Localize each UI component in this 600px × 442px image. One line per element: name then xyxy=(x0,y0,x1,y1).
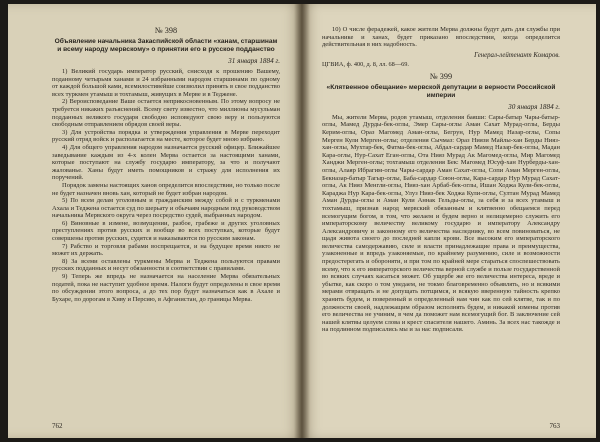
page-number: 762 xyxy=(52,422,63,430)
paragraph: 5) По всем делам уголовным и гражданским между собой и с туркменами Ахала и Теджена остается суд по шерьату и обычаям народным под руководством начальника Мервского округа через посредство судей, выбранных народом. xyxy=(52,197,280,220)
paragraph: Порядок замены настоящих ханов определится впоследствии, но только после не будет назначен вновь хан, который не будет избран народом. xyxy=(52,181,280,197)
paragraph: 2) Вероисповедание Ваше остается неприкосновенным. По этому вопросу не требуется никаких разъяснений. Всему свету известно, что миллионы мусульман подданных великого государя свободно исповедуют свою веру и пользуются свободным отправлением обрядов своей веры. xyxy=(52,98,280,129)
document-date: 30 января 1884 г. xyxy=(508,102,560,111)
paragraph: 8) За всеми оставлены туркмены Мерва и Теджена пользуются правами русских подданных и несут обязанности в соответствии с правилами. xyxy=(52,257,280,273)
paragraph: 7) Рабство и торговля рабами воспрещается, и на будущее время никто не может их держать. xyxy=(52,242,280,258)
signature: Генерал-лейтенант Комаров. xyxy=(474,51,560,59)
archive-source: ЦГВИА, ф. 400, д. 8, лл. 68—69. xyxy=(322,60,410,68)
document-title: «Клятвенное обещание» мервской депутации в верности Российской империи xyxy=(326,83,556,99)
paragraph: 4) Для общего управления народом назначается русский офицер. Ближайшее заведывание каждым из 4-х колен Мерва остается за настоящими ханами, которые поступают на службу государю императору, за что и получают жалованье. Ханы будут иметь помощников и стражу для исполнения их поручений. xyxy=(52,143,280,182)
document-number: № 399 xyxy=(429,71,453,81)
left-page xyxy=(8,4,302,438)
document-title: Объявление начальника Закаспийской области «ханам, старшинам и всему народу мервскому» о принятии его в русское подданство xyxy=(54,38,278,53)
document-number: № 398 xyxy=(154,26,178,35)
book-gutter xyxy=(294,4,310,438)
right-page-body xyxy=(322,26,560,408)
paragraph: 3) Для устройства порядка и утверждения управления в Мерве переходит русский отряд войск и располагается на месте, которое будет мною избрано. xyxy=(52,128,280,144)
paragraph: Мы, жители Мерва, родов утамыш, отделения баяши: Сары-батыр Чары-батыр-оглы, Мамед Дурды-бек-оглы, Эмер Сары-оглы Аман Сахат Мурад-оглы, Берды Керим-оглы, Ораз Магомед Аман-оглы, Бегрун, Нур Мамед Назар-оглы, Сопы Мерген Кули Мерген-оглы; отделения Сычмаз: Ораз Ниязи Майлы-хан Берды Нияз-хан-оглы, Мухтар-бек, Фатма-бек-оглы, Абдал-сардар Мамед Назар-бек-оглы, Мадан Кара-оглы, Нур-Сахат Еган-оглы, Ота Нияз Мурад Ак Магомед-оглы, Мир Магомед Ханджи Мерген-оглы; тохтамыш отделения Бек: Магомед Юсуф-хан Нурберды-хан-оглы, Алаяр Ибрагим-оглы Чары-сардар Аман Сахат-оглы, Сопи Аман Мерген-оглы, Бекназар-батыр Тагыр-оглы, Баба-сардар Союн-оглы, Кара-сардар Нур Мурад Сахат-оглы, Ак Нияз Менгли-оглы, Нияз-хан Арбаб-бек-оглы, Ишан Ходжа Кули-бек-оглы, Караджа Нур Кара-бек-оглы, Улуз Нияз-бек Ходжа Кули-оглы, Султан Мурад Мамед Аман Дурды-оглы и Аман Кули Аннак Гельды-оглы, за себя и за всех утамыш и тохтамыш, признав народ мервский обязанным и клятвенно обещаемся перед всемогущим богом, в том, что желаем и будем верно и нелицемерно служить его императорскому величеству великому государю и императору Александру Александровичу и законному его величества наследнику, во всем повиноваться, не щадя живота своего до последней капли крови. Все высоким его императорского величества самодержавию, силе и власти принадлежащие права и преимущества, узаконенные и впредь узаконяемые, по крайнему разумению, силе и возможности предостерегать и обороняти, и при том по крайней мере стараться споспешествовать всему, что к его императорского величества верной службе и пользе государственной во всяких случаях касаться может. Об ущербе же его величества интереса, вреде и убытке, как скоро о том уведаем, не токмо благовременно объявлять, но и всякими мерами отвращать и не допущать потщимся, и всякую вверенную тайность крепко хранить будем, и поверенный и определенный нам чин как по сей клятве, так и по должности своей, надлежащим образом исполнять будем, и никакой измены против его величества не учиним, в чем да поможет нам всемогущий бог. В заключение сей нашей клятвы целуем слова и крест спасителя нашего. Аминь. За всех нас такожде и на подлинном подписались мы и за нас подписали. xyxy=(322,113,560,334)
continuation-paragraph: 10) О числе ферадежей, какое жители Мерва должны будут дать для службы при начальнике и ханах, будет приказано впоследствии, когда определится действительная в них надобность. xyxy=(322,26,560,49)
document-date: 31 января 1884 г. xyxy=(228,57,280,65)
book-spread xyxy=(8,4,596,438)
page-number: 763 xyxy=(549,422,560,430)
right-page xyxy=(302,4,596,438)
paragraph: 9) Теперь же впредь не назначается на население Мерва обязательных податей, пока не наступит удобное время. Налоги будут определены в свое время по обсуждении этого вопроса, а до тех пор будут назначаться как в Ахале и Бухаре, по дорогам в Хиву и Персию, в Афганистан, до границы Мерва. xyxy=(52,273,280,303)
paragraph: 6) Виновные в измене, возмущении, разбое, грабеже и других уголовных преступлениях против русских и вообще во всех поступках, которые будут совершены против русских, судятся и наказываются по русским законам. xyxy=(52,219,280,243)
left-page-body xyxy=(52,26,280,408)
paragraph: 1) Великий государь император русский, снисходя к прошению Вашему, поданному четырьмя ханами и 24 избранными народом старшинами по одному от каждой большой ками, всемилостивейше соизволил принять в свое подданство всех туркмен утамыш и тохтамыш, живущих в Мерве и в Теджене. xyxy=(52,68,280,98)
